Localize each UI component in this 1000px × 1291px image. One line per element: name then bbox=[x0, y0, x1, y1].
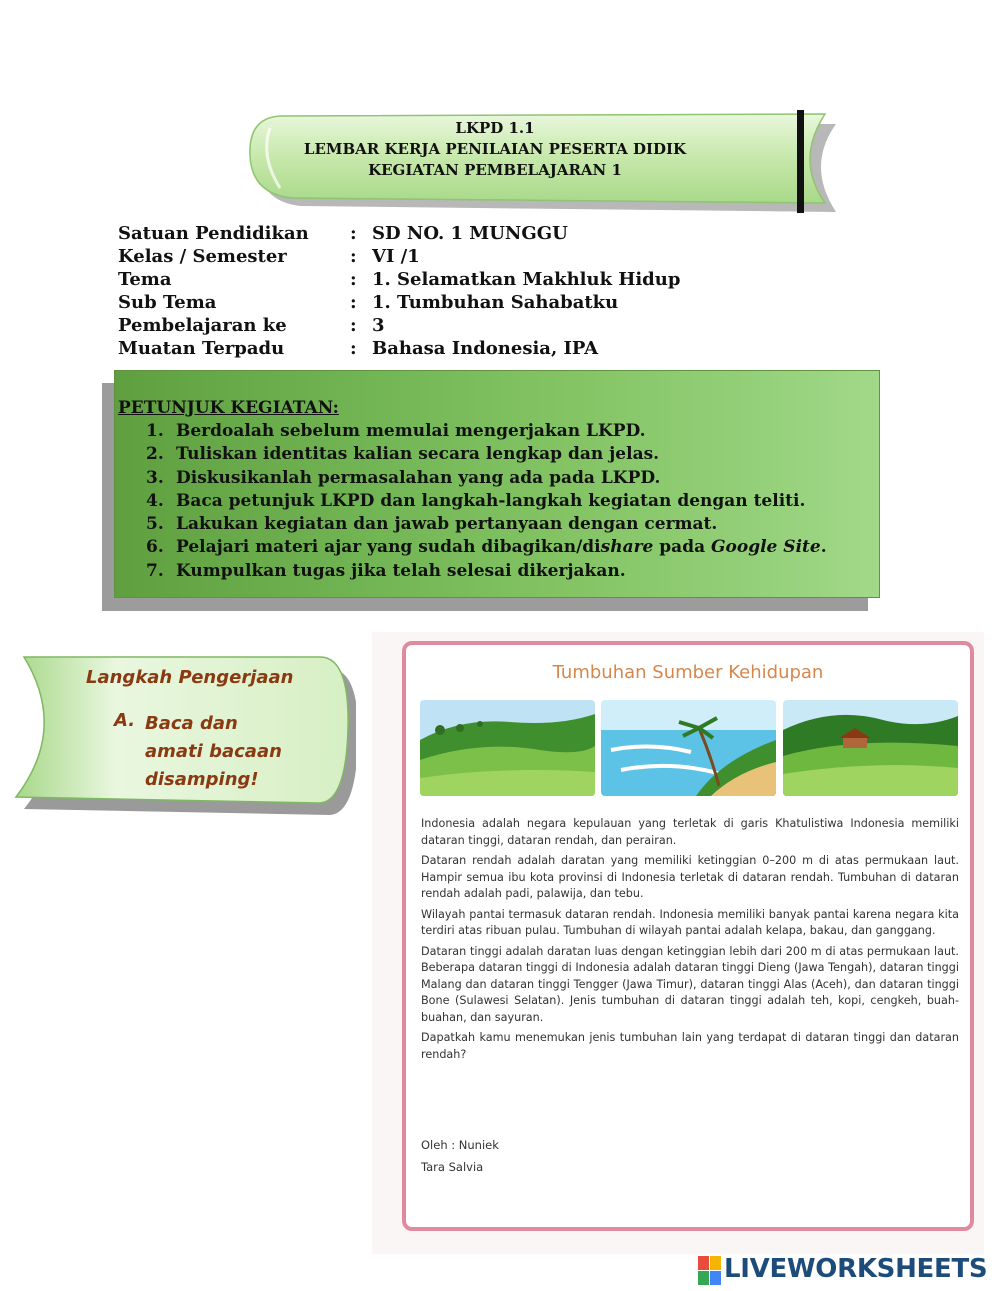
identity-row bbox=[118, 245, 818, 268]
identity-colon: : bbox=[350, 338, 357, 359]
coast-illustration bbox=[601, 700, 776, 796]
lowland-illustration bbox=[420, 700, 595, 796]
liveworksheets-logo-text[interactable]: LIVEWORKSHEETS bbox=[724, 1254, 988, 1284]
reading-paragraph: Dataran tinggi adalah daratan luas dengan ketinggian lebih dari 200 m di atas permukaan laut. Beberapa dataran tinggi di Indonesia adalah dataran tinggi Dieng (Jawa Tengah), dataran tinggi Malang dan dataran tinggi Tengger (Jawa Timur), dataran tinggi Alas (Aceh), dan dataran tinggi Bone (Sulawesi Selatan). Jenis tumbuhan di dataran tinggi adalah teh, kopi, cengkeh, buah-buahan, dan sayuran. bbox=[421, 944, 959, 1024]
instruction-number: 4. bbox=[146, 490, 164, 511]
identity-value: 1. Selamatkan Makhluk Hidup bbox=[372, 269, 681, 290]
instruction-item bbox=[146, 490, 827, 513]
identity-row bbox=[118, 337, 818, 360]
header-line3: KEGIATAN PEMBELAJARAN 1 bbox=[368, 161, 622, 179]
identity-value: SD NO. 1 MUNGGU bbox=[372, 223, 568, 244]
instruction-item bbox=[146, 467, 827, 490]
instruction-item bbox=[146, 420, 827, 443]
identity-value: 3 bbox=[372, 315, 385, 336]
identity-row bbox=[118, 268, 818, 291]
instruction-text: Berdoalah sebelum memulai mengerjakan LKPD. bbox=[176, 421, 646, 441]
header-line2: LEMBAR KERJA PENILAIAN PESERTA DIDIK bbox=[303, 140, 687, 158]
instruction-text: Tuliskan identitas kalian secara lengkap dan jelas. bbox=[176, 444, 660, 465]
identity-row bbox=[118, 314, 818, 337]
reading-paragraph: Wilayah pantai termasuk dataran rendah. Indonesia memiliki banyak pantai karena negara kita terdiri atas ribuan pulau. Tumbuhan di wilayah pantai adalah kelapa, bakau, dan ganggang. bbox=[421, 907, 959, 937]
step-item-text: Baca dan amati bacaan disamping! bbox=[145, 713, 282, 790]
instruction-number: 7. bbox=[146, 560, 164, 581]
instruction-item bbox=[146, 513, 827, 536]
highland-illustration bbox=[783, 700, 958, 796]
instruction-text-italic: Google Site bbox=[711, 537, 821, 558]
instruction-item bbox=[146, 560, 827, 583]
identity-value: VI /1 bbox=[372, 246, 420, 267]
identity-row bbox=[118, 222, 818, 245]
reading-author: Oleh : Nuniek bbox=[421, 1138, 499, 1152]
instruction-number: 1. bbox=[146, 421, 164, 441]
header-title bbox=[260, 118, 730, 181]
identity-label: Satuan Pendidikan bbox=[118, 223, 309, 244]
identity-colon: : bbox=[350, 269, 357, 290]
instruction-text bbox=[176, 536, 827, 559]
identity-value: Bahasa Indonesia, IPA bbox=[372, 338, 599, 359]
identity-label: Muatan Terpadu bbox=[118, 338, 285, 359]
step-item-letter: A. bbox=[114, 710, 136, 731]
reading-paragraph: Indonesia adalah negara kepulauan yang terletak di garis Khatulistiwa Indonesia memiliki dataran tinggi, dataran rendah, dan perairan. bbox=[421, 817, 959, 847]
instruction-item bbox=[146, 443, 827, 466]
instruction-text: Diskusikanlah permasalahan yang ada pada LKPD. bbox=[176, 467, 661, 488]
reading-paragraph: Dapatkah kamu menemukan jenis tumbuhan lain yang terdapat di dataran tinggi dan dataran rendah? bbox=[421, 1031, 959, 1061]
identity-label: Tema bbox=[118, 269, 172, 290]
instructions-list bbox=[146, 420, 827, 583]
reading-paragraph: Dataran rendah adalah daratan yang memiliki ketinggian 0–200 m di atas permukaan laut. Hampir semua ibu kota provinsi di Indonesia terletak di dataran rendah. Tumbuhan di dataran rendah adalah padi, palawija, dan tebu. bbox=[421, 854, 959, 900]
identity-label: Sub Tema bbox=[118, 292, 217, 313]
reading-body bbox=[421, 816, 959, 1067]
identity-label: Kelas / Semester bbox=[118, 246, 287, 267]
identity-colon: : bbox=[350, 223, 357, 244]
identity-colon: : bbox=[350, 246, 357, 267]
identity-row bbox=[118, 291, 818, 314]
identity-value: 1. Tumbuhan Sahabatku bbox=[372, 292, 619, 313]
instruction-text: Lakukan kegiatan dan jawab pertanyaan dengan cermat. bbox=[176, 514, 718, 535]
identity-colon: : bbox=[350, 292, 357, 313]
instructions-title: PETUNJUK KEGIATAN: bbox=[118, 398, 339, 418]
instruction-text-italic: share bbox=[600, 537, 654, 558]
identity-label: Pembelajaran ke bbox=[118, 315, 287, 336]
reading-title: Tumbuhan Sumber Kehidupan bbox=[552, 662, 824, 683]
steps-title: Langkah Pengerjaan bbox=[86, 667, 294, 688]
instruction-number: 2. bbox=[146, 444, 164, 465]
identity-block bbox=[118, 222, 818, 360]
instruction-number: 5. bbox=[146, 514, 164, 535]
instruction-text-part: . bbox=[820, 537, 827, 558]
instruction-text: Kumpulkan tugas jika telah selesai dikerjakan. bbox=[176, 560, 626, 581]
instruction-number: 6. bbox=[146, 537, 164, 558]
instruction-text: Baca petunjuk LKPD dan langkah-langkah kegiatan dengan teliti. bbox=[176, 490, 806, 511]
identity-colon: : bbox=[350, 315, 357, 336]
header-line1: LKPD 1.1 bbox=[455, 119, 535, 137]
instruction-text-part: Pelajari materi ajar yang sudah dibagikan/di bbox=[176, 537, 601, 558]
instruction-number: 3. bbox=[146, 467, 164, 488]
reading-author-name: Tara Salvia bbox=[421, 1160, 484, 1174]
instruction-item bbox=[146, 536, 827, 559]
instruction-text-part: pada bbox=[653, 537, 712, 558]
liveworksheets-logo-icon bbox=[698, 1256, 722, 1286]
